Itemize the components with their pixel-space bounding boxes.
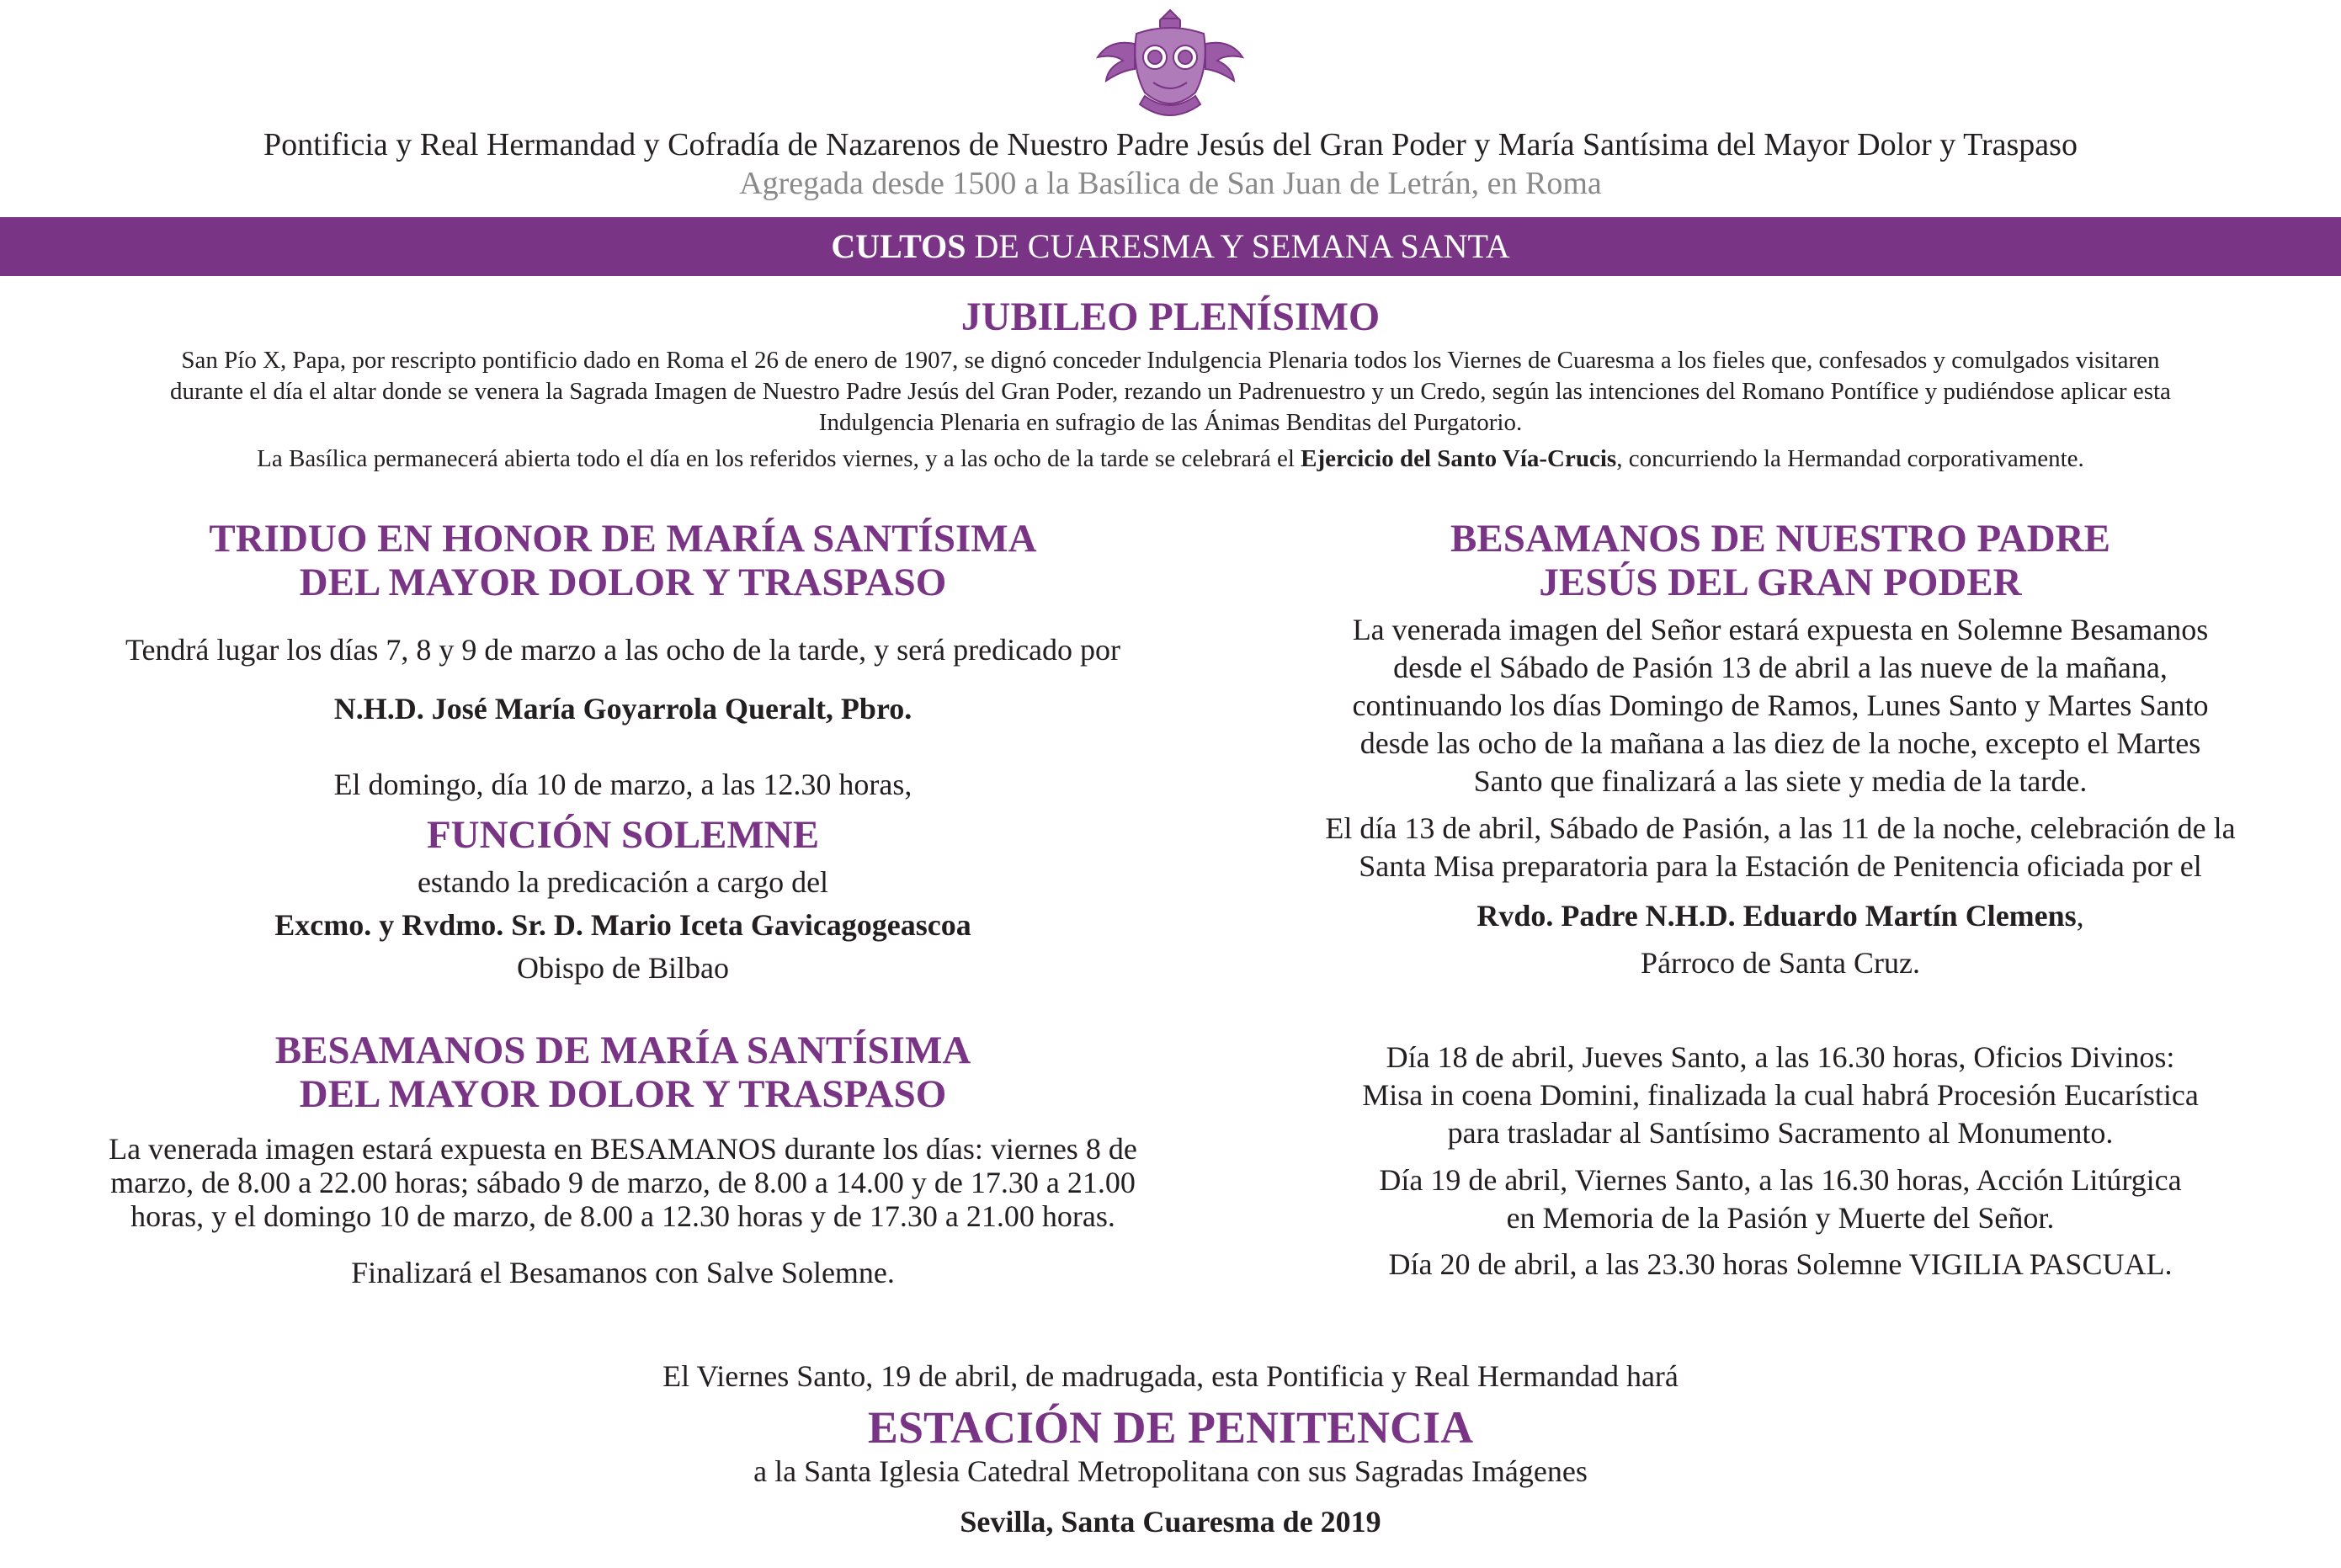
misa-line: El día 13 de abril, Sábado de Pasión, a las 11 de la noche, celebración de la — [1325, 811, 2236, 845]
besamanos-jesus-line: La venerada imagen del Señor estará expuesta en Solemne Besamanos — [1352, 613, 2209, 646]
footer-destination: a la Santa Iglesia Catedral Metropolitana con sus Sagradas Imágenes — [753, 1454, 1588, 1488]
priest-line — [1254, 897, 2306, 935]
besamanos-jesus-title-line: JESÚS DEL GRAN PODER — [1539, 561, 2022, 604]
jubileo-line: Indulgencia Plenaria en sufragio de las Ánimas Benditas del Purgatorio. — [818, 409, 1523, 436]
via-crucis-bold: Ejercicio del Santo Vía-Crucis — [1301, 445, 1617, 472]
besamanos-jesus-title-line: BESAMANOS DE NUESTRO PADRE — [1450, 517, 2110, 561]
besamanos-maria-title-line: BESAMANOS DE MARÍA SANTÍSIMA — [274, 1029, 971, 1072]
misa-line: Santa Misa preparatoria para la Estación de Penitencia oficiada por el — [1359, 849, 2202, 883]
triduo-intro: Tendrá lugar los días 7, 8 y 9 de marzo a las ocho de la tarde, y será predicado por — [125, 633, 1121, 667]
footer-intro: El Viernes Santo, 19 de abril, de madrugada, esta Pontificia y Real Hermandad hará — [662, 1359, 1679, 1393]
priest-comma: , — [2076, 899, 2084, 933]
brotherhood-name: Pontificia y Real Hermandad y Cofradía de Nazarenos de Nuestro Padre Jesús del Gran Poder y María Santísima del Mayor Dolor y Traspaso — [263, 127, 2078, 162]
basilica-post: , concurriendo la Hermandad corporativamente. — [1616, 445, 2084, 472]
besamanos-jesus-line: desde el Sábado de Pasión 13 de abril a las nueve de la mañana, — [1393, 651, 2168, 684]
brotherhood-subtitle: Agregada desde 1500 a la Basílica de San Juan de Letrán, en Roma — [739, 166, 1602, 201]
besamanos-maria-closing: Finalizará el Besamanos con Salve Solemne. — [351, 1256, 895, 1289]
funcion-solemne-title: FUNCIÓN SOLEMNE — [426, 813, 820, 857]
besamanos-jesus-line: desde las ocho de la mañana a las diez de la noche, excepto el Martes — [1359, 726, 2201, 760]
besamanos-jesus-section — [1254, 517, 2306, 604]
footer-signature: Sevilla, Santa Cuaresma de 2019 — [960, 1505, 1381, 1539]
vigilia-pascual-text: Día 20 de abril, a las 23.30 horas Solemne VIGILIA PASCUAL. — [1388, 1247, 2173, 1281]
predicacion-text: estando la predicación a cargo del — [417, 865, 829, 899]
banner-rest: DE CUARESMA Y SEMANA SANTA — [966, 227, 1510, 265]
triduo-title-line: TRIDUO EN HONOR DE MARÍA SANTÍSIMA — [209, 517, 1037, 561]
viernes-line: Día 19 de abril, Viernes Santo, a las 16.30 horas, Acción Litúrgica — [1379, 1163, 2182, 1197]
besamanos-maria-line: horas, y el domingo 10 de marzo, de 8.00 a 12.30 horas y de 17.30 a 21.00 horas. — [130, 1199, 1115, 1233]
triduo-preacher: N.H.D. José María Goyarrola Queralt, Pbro. — [333, 692, 912, 726]
bishop-diocese: Obispo de Bilbao — [517, 951, 729, 985]
priest-name: Rvdo. Padre N.H.D. Eduardo Martín Clemens — [1476, 899, 2077, 933]
viernes-line: en Memoria de la Pasión y Muerte del Señor. — [1506, 1201, 2055, 1235]
besamanos-jesus-line: continuando los días Domingo de Ramos, Lunes Santo y Martes Santo — [1352, 688, 2209, 722]
banner-bold: CULTOS — [831, 227, 966, 265]
jubileo-line: San Pío X, Papa, por rescripto pontificio dado en Roma el 26 de enero de 1907, se dignó conceder Indulgencia Plenaria todos los Viernes de Cuaresma a los fieles que, confesados y comulgados visitaren — [181, 347, 2160, 374]
triduo-sunday: El domingo, día 10 de marzo, a las 12.30 horas, — [333, 768, 912, 801]
estacion-penitencia-title: ESTACIÓN DE PENITENCIA — [867, 1402, 1474, 1453]
besamanos-jesus-line: Santo que finalizará a las siete y media de la tarde. — [1473, 764, 2088, 798]
bishop-name: Excmo. y Rvdmo. Sr. D. Mario Iceta Gavicagogeascoa — [274, 908, 971, 942]
priest-parish: Párroco de Santa Cruz. — [1641, 946, 1920, 980]
jueves-santo-text — [1254, 1039, 2306, 1152]
basilica-pre: La Basílica permanecerá abierta todo el día en los referidos viernes, y a las ocho de la tarde se celebrará el — [257, 445, 1301, 472]
besamanos-jesus-text — [1254, 611, 2306, 800]
viernes-santo-text — [1254, 1161, 2306, 1237]
jueves-line: Día 18 de abril, Jueves Santo, a las 16.30 horas, Oficios Divinos: — [1386, 1040, 2175, 1074]
besamanos-maria-line: marzo, de 8.00 a 22.00 horas; sábado 9 de marzo, de 8.00 a 14.00 y de 17.30 a 21.00 — [110, 1166, 1136, 1199]
besamanos-maria-line: La venerada imagen estará expuesta en BESAMANOS durante los días: viernes 8 de — [109, 1132, 1137, 1166]
basilica-paragraph — [51, 444, 2290, 475]
section-banner — [0, 217, 2341, 276]
jueves-line: Misa in coena Domini, finalizada la cual habrá Procesión Eucarística — [1362, 1078, 2199, 1112]
jueves-line: para trasladar al Santísimo Sacramento al Monumento. — [1447, 1116, 2114, 1150]
misa-preparatoria-text — [1254, 810, 2306, 885]
besamanos-maria-title-line: DEL MAYOR DOLOR Y TRASPASO — [299, 1072, 947, 1116]
brotherhood-crest-icon — [1086, 5, 1254, 123]
besamanos-maria-text — [34, 1132, 1212, 1233]
jubileo-line: durante el día el altar donde se venera la Sagrada Imagen de Nuestro Padre Jesús del Gran Poder, rezando un Padrenuestro y un Credo, según las intenciones del Romano Pontífice y pudiéndose aplicar esta — [170, 378, 2171, 405]
jubileo-title: JUBILEO PLENÍSIMO — [960, 295, 1381, 339]
besamanos-maria-section — [34, 1029, 1212, 1116]
triduo-section — [34, 517, 1212, 604]
triduo-title-line: DEL MAYOR DOLOR Y TRASPASO — [299, 561, 947, 604]
jubileo-paragraph — [51, 345, 2290, 439]
